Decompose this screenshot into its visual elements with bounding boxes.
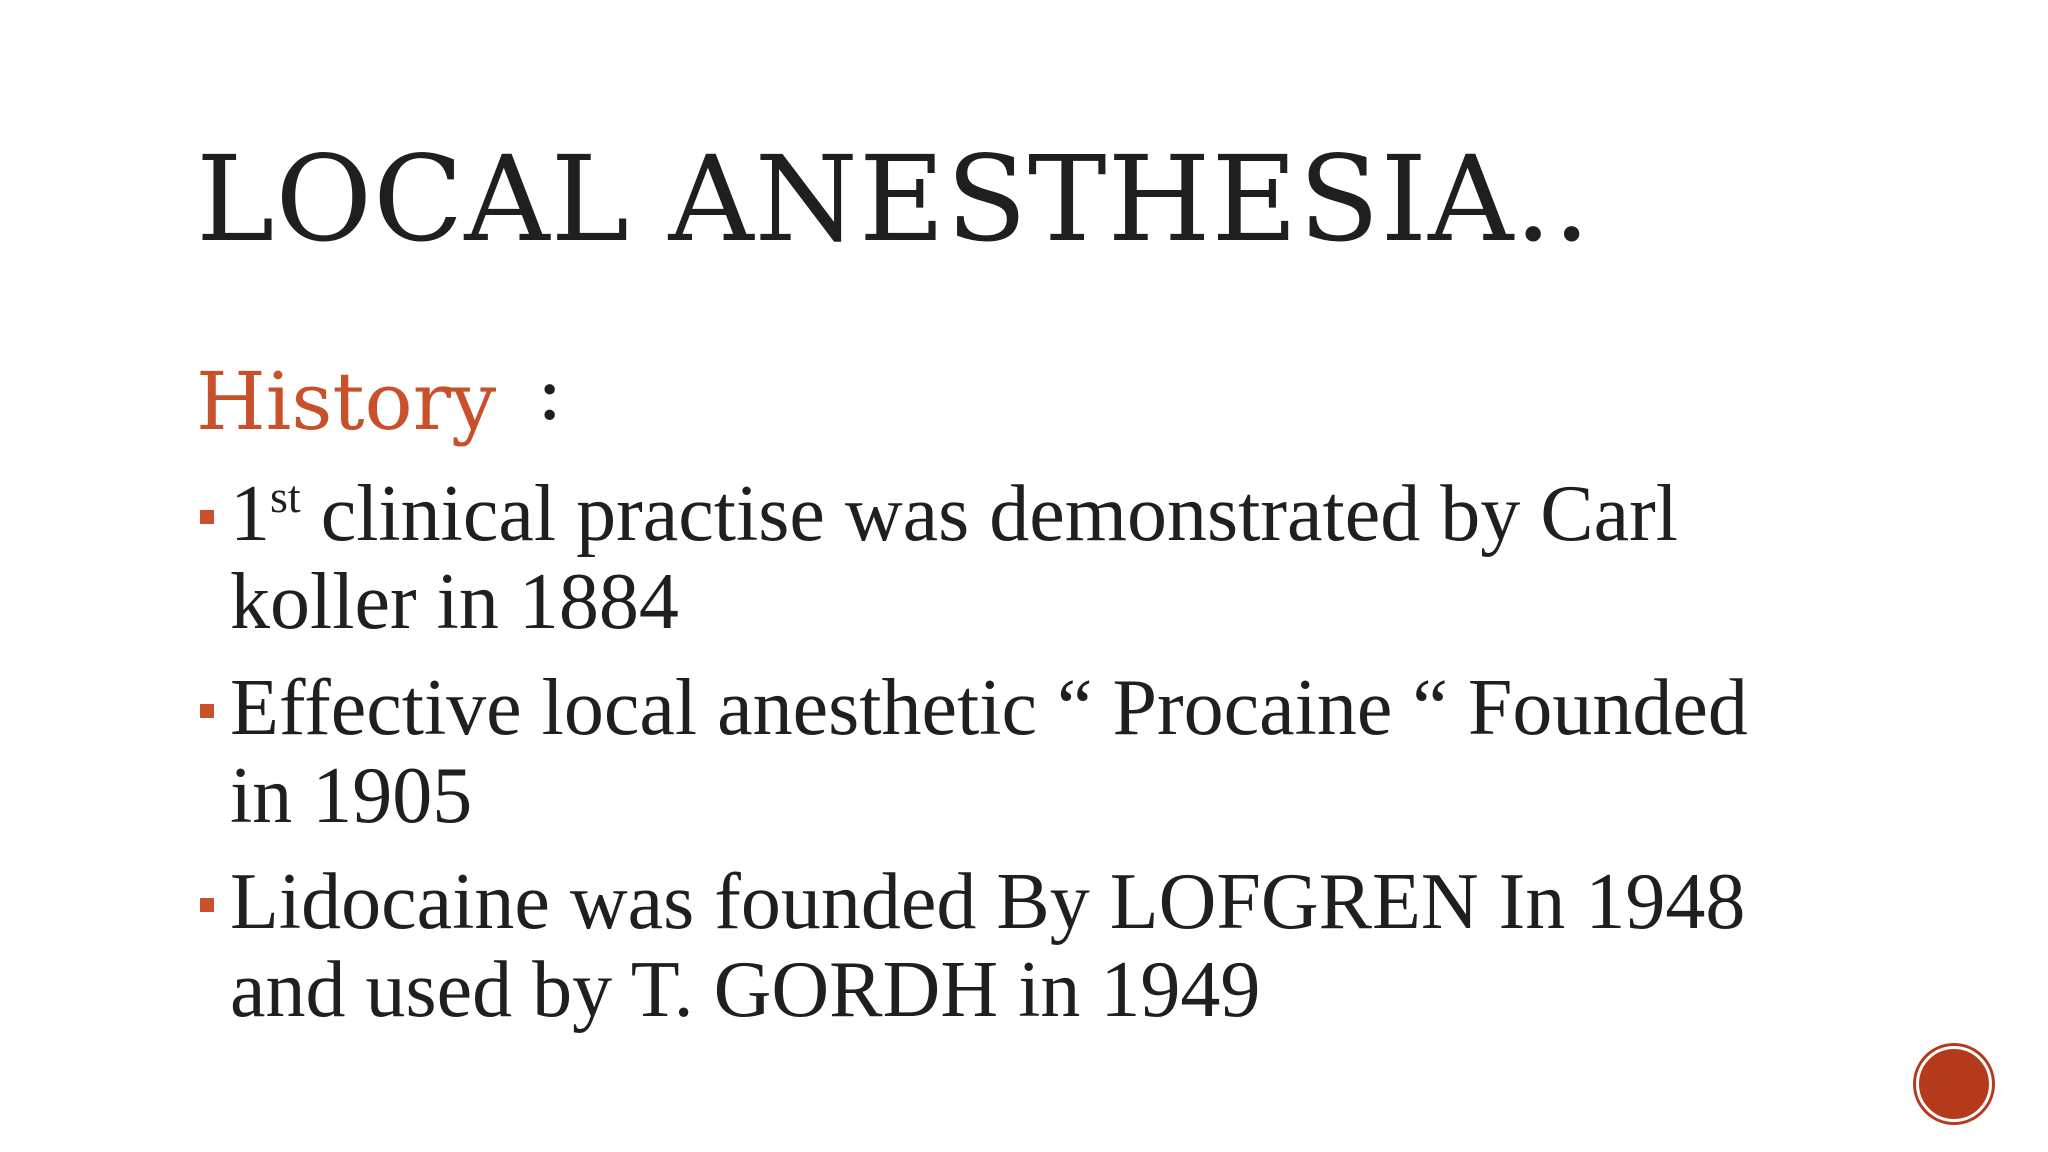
square-bullet-icon bbox=[200, 704, 214, 718]
subheading-label: History bbox=[196, 355, 497, 448]
bullet-item bbox=[196, 470, 1756, 646]
bullet-superscript: st bbox=[270, 471, 301, 522]
bullet-prefix: 1 bbox=[230, 470, 270, 558]
bullet-text: Effective local anesthetic “ Procaine “ Founded in 1905 bbox=[230, 664, 1748, 840]
bullet-item bbox=[196, 858, 1756, 1034]
circle-button-icon[interactable] bbox=[1916, 1046, 1992, 1122]
bullet-text: clinical practise was demonstrated by Carl koller in 1884 bbox=[230, 470, 1678, 646]
subheading-separator: : bbox=[536, 345, 564, 438]
square-bullet-icon bbox=[200, 898, 214, 912]
slide-title: LOCAL ANESTHESIA.. bbox=[196, 130, 1592, 268]
bullet-list bbox=[196, 470, 1756, 1052]
subheading bbox=[196, 345, 564, 448]
bullet-item bbox=[196, 664, 1756, 840]
square-bullet-icon bbox=[200, 510, 214, 524]
bullet-text: Lidocaine was founded By LOFGREN In 1948 and used by T. GORDH in 1949 bbox=[230, 858, 1746, 1034]
